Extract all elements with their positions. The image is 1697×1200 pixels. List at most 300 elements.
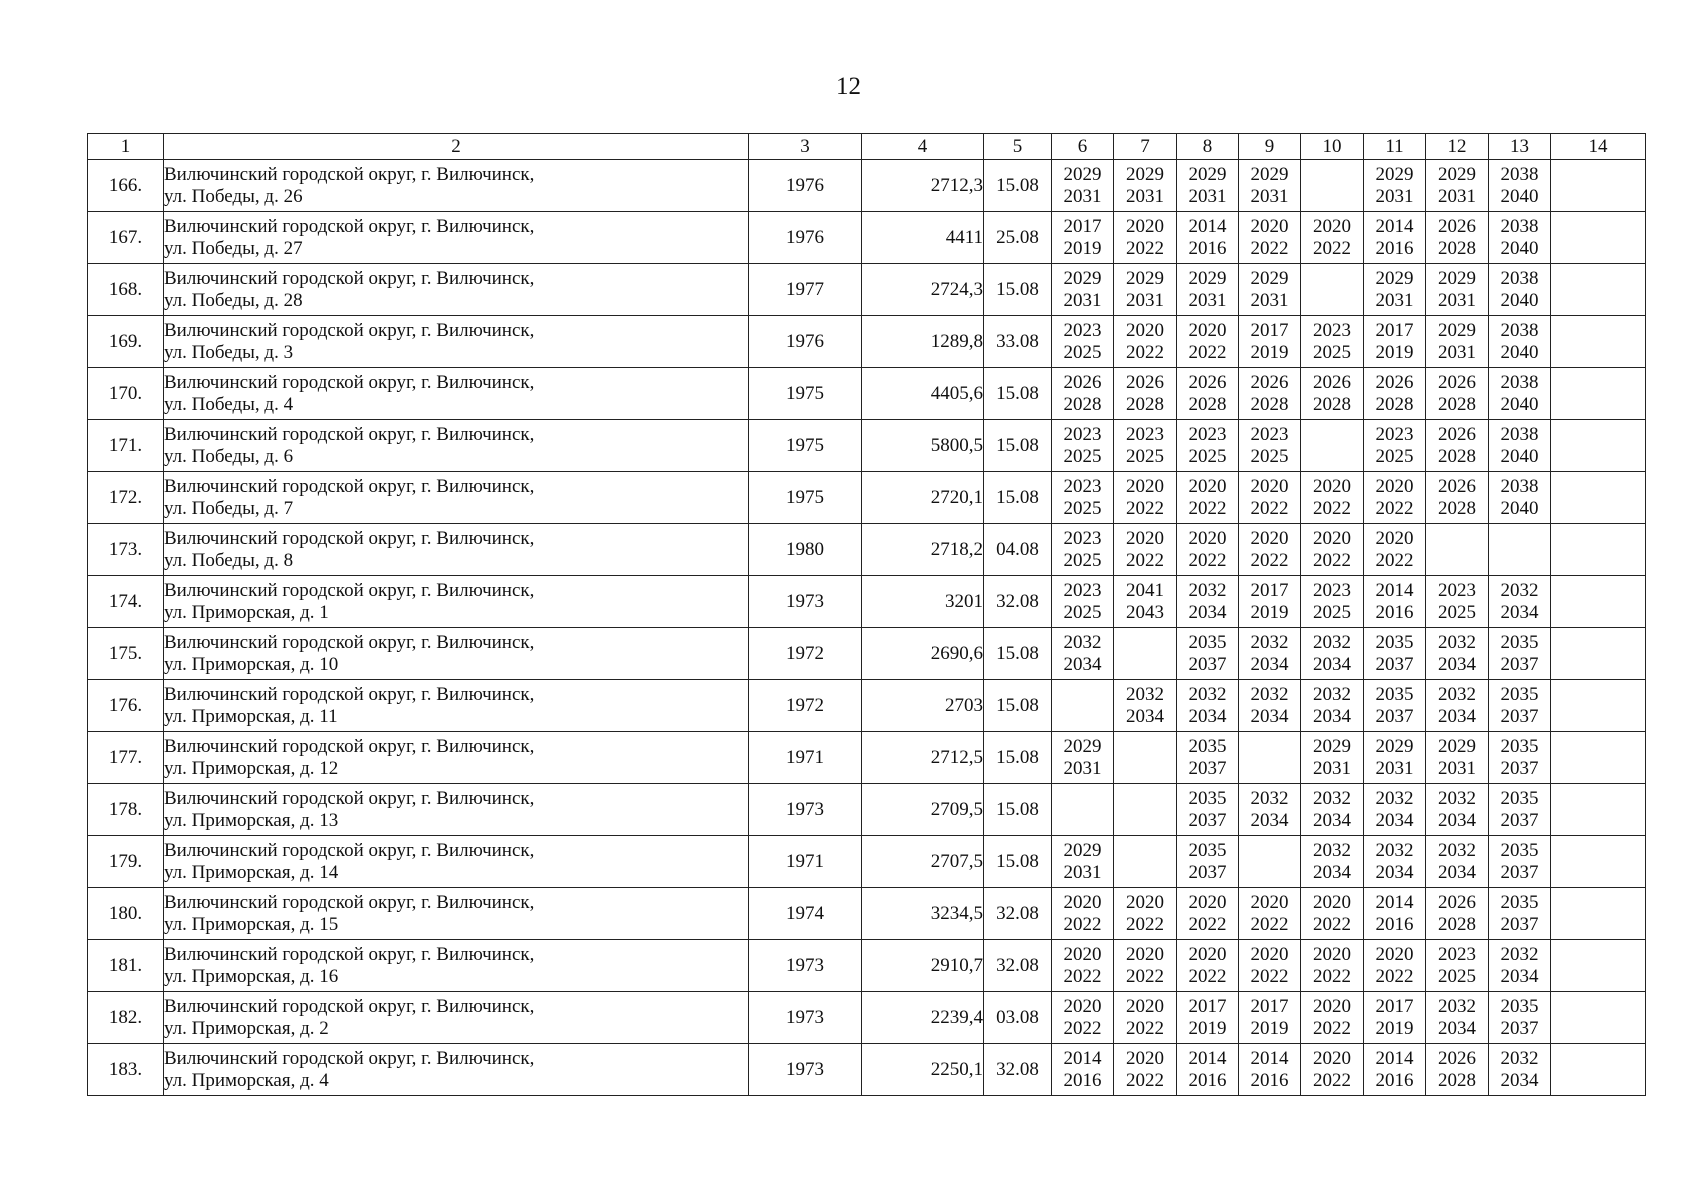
period-start: 2020 bbox=[1313, 943, 1351, 965]
row-number: 168. bbox=[88, 264, 164, 316]
wall-code: 15.08 bbox=[984, 628, 1052, 680]
period-start: 2017 bbox=[1250, 319, 1289, 341]
period-end: 2025 bbox=[1063, 445, 1102, 467]
period-cell-col-8 bbox=[1177, 1044, 1239, 1096]
address-line-1: Вилючинский городской округ, г. Вилючинск, bbox=[164, 735, 535, 757]
address-line-1: Вилючинский городской округ, г. Вилючинск, bbox=[164, 267, 535, 289]
period-end bbox=[1239, 862, 1300, 884]
period-cell-col-10 bbox=[1301, 940, 1364, 992]
period-start: 2020 bbox=[1126, 995, 1164, 1017]
period-cell-col-8 bbox=[1177, 732, 1239, 784]
period-end: 2028 bbox=[1438, 237, 1476, 259]
period-start: 2035 bbox=[1500, 631, 1539, 653]
wall-code: 15.08 bbox=[984, 420, 1052, 472]
period-start: 2032 bbox=[1438, 631, 1476, 653]
period-end: 2031 bbox=[1438, 341, 1476, 363]
period-end: 2016 bbox=[1063, 1069, 1102, 1091]
period-cell-col-7 bbox=[1114, 472, 1177, 524]
period-end: 2031 bbox=[1438, 757, 1476, 779]
area-value: 2250,1 bbox=[862, 1044, 984, 1096]
column-header-9: 9 bbox=[1239, 134, 1301, 160]
period-end: 2028 bbox=[1375, 393, 1414, 415]
period-cell-col-13 bbox=[1489, 888, 1551, 940]
area-value: 4411 bbox=[862, 212, 984, 264]
address-line-2: ул. Победы, д. 27 bbox=[164, 237, 303, 259]
period-cell-col-12 bbox=[1426, 888, 1489, 940]
period-start: 2014 bbox=[1188, 1047, 1227, 1069]
build-year: 1977 bbox=[749, 264, 862, 316]
address-cell bbox=[164, 420, 749, 472]
period-start: 2026 bbox=[1126, 371, 1164, 393]
period-cell-col-9 bbox=[1239, 264, 1301, 316]
period-cell-col-12 bbox=[1426, 784, 1489, 836]
period-end: 2040 bbox=[1500, 445, 1539, 467]
period-end bbox=[1301, 290, 1363, 312]
period-cell-col-6 bbox=[1052, 992, 1114, 1044]
period-start: 2020 bbox=[1063, 995, 1102, 1017]
period-cell-col-13 bbox=[1489, 836, 1551, 888]
period-end: 2031 bbox=[1126, 185, 1164, 207]
period-end: 2019 bbox=[1375, 1017, 1414, 1039]
period-end: 2022 bbox=[1250, 913, 1289, 935]
period-end bbox=[1551, 498, 1645, 520]
period-end: 2022 bbox=[1188, 549, 1227, 571]
period-start: 2023 bbox=[1063, 527, 1102, 549]
period-end: 2034 bbox=[1063, 653, 1102, 675]
period-cell-col-9 bbox=[1239, 784, 1301, 836]
build-year: 1973 bbox=[749, 992, 862, 1044]
period-cell-col-13 bbox=[1489, 576, 1551, 628]
period-end: 2037 bbox=[1500, 809, 1539, 831]
period-start: 2035 bbox=[1500, 683, 1539, 705]
period-end: 2022 bbox=[1126, 237, 1164, 259]
period-start: 2020 bbox=[1063, 943, 1102, 965]
period-start: 2032 bbox=[1250, 683, 1289, 705]
period-end: 2022 bbox=[1063, 913, 1102, 935]
period-cell-col-9 bbox=[1239, 888, 1301, 940]
period-end bbox=[1551, 342, 1645, 364]
period-cell-col-14 bbox=[1551, 576, 1646, 628]
row-number: 176. bbox=[88, 680, 164, 732]
period-end bbox=[1114, 758, 1176, 780]
table-row bbox=[88, 940, 1646, 992]
period-end: 2019 bbox=[1063, 237, 1102, 259]
period-cell-col-11 bbox=[1364, 472, 1426, 524]
period-end: 2031 bbox=[1063, 289, 1102, 311]
period-end: 2016 bbox=[1375, 601, 1414, 623]
period-start: 2032 bbox=[1438, 839, 1476, 861]
table-row bbox=[88, 368, 1646, 420]
row-number: 171. bbox=[88, 420, 164, 472]
address-line-2: ул. Победы, д. 8 bbox=[164, 549, 294, 571]
column-header-10: 10 bbox=[1301, 134, 1364, 160]
period-cell-col-14 bbox=[1551, 628, 1646, 680]
period-start: 2029 bbox=[1063, 267, 1102, 289]
wall-code: 15.08 bbox=[984, 264, 1052, 316]
period-cell-col-7 bbox=[1114, 160, 1177, 212]
period-start: 2032 bbox=[1500, 943, 1539, 965]
period-end: 2040 bbox=[1500, 497, 1539, 519]
column-header-2: 2 bbox=[164, 134, 749, 160]
period-start: 2032 bbox=[1250, 631, 1289, 653]
period-end: 2031 bbox=[1375, 289, 1414, 311]
period-cell-col-13 bbox=[1489, 160, 1551, 212]
period-end: 2022 bbox=[1126, 341, 1164, 363]
period-end bbox=[1551, 238, 1645, 260]
period-start bbox=[1551, 840, 1645, 862]
table-row bbox=[88, 576, 1646, 628]
period-start bbox=[1239, 840, 1300, 862]
period-cell-col-13 bbox=[1489, 264, 1551, 316]
wall-code: 33.08 bbox=[984, 316, 1052, 368]
period-end bbox=[1551, 654, 1645, 676]
period-end: 2022 bbox=[1313, 965, 1351, 987]
period-cell-col-8 bbox=[1177, 524, 1239, 576]
period-start: 2023 bbox=[1313, 579, 1351, 601]
period-cell-col-13 bbox=[1489, 680, 1551, 732]
period-start: 2041 bbox=[1126, 579, 1164, 601]
column-header-1: 1 bbox=[88, 134, 164, 160]
period-end: 2034 bbox=[1313, 809, 1351, 831]
period-end: 2028 bbox=[1438, 497, 1476, 519]
period-cell-col-7 bbox=[1114, 888, 1177, 940]
period-end: 2016 bbox=[1375, 913, 1414, 935]
wall-code: 32.08 bbox=[984, 940, 1052, 992]
period-cell-col-10 bbox=[1301, 264, 1364, 316]
period-start: 2032 bbox=[1438, 683, 1476, 705]
period-start: 2020 bbox=[1188, 891, 1227, 913]
wall-code: 03.08 bbox=[984, 992, 1052, 1044]
period-start: 2026 bbox=[1313, 371, 1351, 393]
period-start: 2020 bbox=[1313, 215, 1351, 237]
period-start: 2020 bbox=[1126, 1047, 1164, 1069]
period-start bbox=[1551, 216, 1645, 238]
period-end: 2034 bbox=[1438, 1017, 1476, 1039]
period-cell-col-6 bbox=[1052, 368, 1114, 420]
period-cell-col-7 bbox=[1114, 212, 1177, 264]
period-cell-col-9 bbox=[1239, 524, 1301, 576]
period-cell-col-12 bbox=[1426, 212, 1489, 264]
period-start: 2020 bbox=[1313, 995, 1351, 1017]
period-end: 2040 bbox=[1500, 185, 1539, 207]
period-end: 2037 bbox=[1500, 653, 1539, 675]
period-cell-col-9 bbox=[1239, 732, 1301, 784]
address-line-1: Вилючинский городской округ, г. Вилючинск, bbox=[164, 475, 535, 497]
period-cell-col-6 bbox=[1052, 836, 1114, 888]
period-start: 2032 bbox=[1500, 579, 1539, 601]
period-cell-col-11 bbox=[1364, 264, 1426, 316]
table-row bbox=[88, 628, 1646, 680]
address-cell bbox=[164, 992, 749, 1044]
wall-code: 32.08 bbox=[984, 576, 1052, 628]
period-start: 2026 bbox=[1438, 475, 1476, 497]
period-start: 2014 bbox=[1375, 891, 1414, 913]
period-cell-col-8 bbox=[1177, 212, 1239, 264]
build-year: 1973 bbox=[749, 1044, 862, 1096]
period-cell-col-10 bbox=[1301, 160, 1364, 212]
address-line-1: Вилючинский городской округ, г. Вилючинск, bbox=[164, 371, 535, 393]
period-cell-col-8 bbox=[1177, 576, 1239, 628]
period-start: 2014 bbox=[1250, 1047, 1289, 1069]
table-row bbox=[88, 1044, 1646, 1096]
address-line-2: ул. Приморская, д. 13 bbox=[164, 809, 339, 831]
table-body bbox=[88, 160, 1646, 1096]
period-end: 2025 bbox=[1313, 601, 1351, 623]
period-end: 2028 bbox=[1438, 445, 1476, 467]
period-cell-col-13 bbox=[1489, 472, 1551, 524]
period-cell-col-8 bbox=[1177, 160, 1239, 212]
period-end bbox=[1551, 186, 1645, 208]
period-start: 2020 bbox=[1313, 475, 1351, 497]
period-end: 2034 bbox=[1313, 705, 1351, 727]
address-line-2: ул. Приморская, д. 16 bbox=[164, 965, 339, 987]
period-start: 2014 bbox=[1188, 215, 1227, 237]
period-cell-col-10 bbox=[1301, 1044, 1364, 1096]
period-end: 2025 bbox=[1250, 445, 1289, 467]
area-value: 2709,5 bbox=[862, 784, 984, 836]
period-cell-col-11 bbox=[1364, 1044, 1426, 1096]
period-end: 2031 bbox=[1438, 185, 1476, 207]
row-number: 182. bbox=[88, 992, 164, 1044]
period-start: 2038 bbox=[1500, 163, 1539, 185]
period-end bbox=[1551, 758, 1645, 780]
period-start: 2020 bbox=[1126, 527, 1164, 549]
period-start: 2020 bbox=[1126, 319, 1164, 341]
period-start: 2035 bbox=[1375, 683, 1414, 705]
period-start: 2020 bbox=[1063, 891, 1102, 913]
period-end: 2037 bbox=[1375, 653, 1414, 675]
period-end: 2022 bbox=[1313, 913, 1351, 935]
period-end: 2034 bbox=[1438, 861, 1476, 883]
period-end: 2028 bbox=[1438, 913, 1476, 935]
wall-code: 04.08 bbox=[984, 524, 1052, 576]
build-year: 1975 bbox=[749, 368, 862, 420]
build-year: 1973 bbox=[749, 784, 862, 836]
period-cell-col-10 bbox=[1301, 628, 1364, 680]
period-end: 2022 bbox=[1126, 497, 1164, 519]
period-end: 2034 bbox=[1250, 809, 1289, 831]
period-start: 2032 bbox=[1313, 839, 1351, 861]
period-end: 2022 bbox=[1375, 497, 1414, 519]
area-value: 4405,6 bbox=[862, 368, 984, 420]
period-cell-col-12 bbox=[1426, 732, 1489, 784]
period-start: 2026 bbox=[1063, 371, 1102, 393]
period-start bbox=[1551, 528, 1645, 550]
period-end: 2016 bbox=[1375, 237, 1414, 259]
area-value: 2707,5 bbox=[862, 836, 984, 888]
period-start: 2032 bbox=[1500, 1047, 1539, 1069]
area-value: 3201 bbox=[862, 576, 984, 628]
column-header-14: 14 bbox=[1551, 134, 1646, 160]
period-start bbox=[1551, 736, 1645, 758]
period-end: 2028 bbox=[1438, 393, 1476, 415]
period-cell-col-7 bbox=[1114, 992, 1177, 1044]
period-cell-col-10 bbox=[1301, 576, 1364, 628]
period-cell-col-9 bbox=[1239, 472, 1301, 524]
period-start: 2014 bbox=[1375, 1047, 1414, 1069]
period-start: 2020 bbox=[1250, 475, 1289, 497]
address-cell bbox=[164, 368, 749, 420]
period-end: 2025 bbox=[1126, 445, 1164, 467]
period-end bbox=[1551, 290, 1645, 312]
period-cell-col-11 bbox=[1364, 368, 1426, 420]
period-cell-col-7 bbox=[1114, 680, 1177, 732]
period-start: 2020 bbox=[1375, 943, 1414, 965]
period-cell-col-10 bbox=[1301, 316, 1364, 368]
period-cell-col-9 bbox=[1239, 316, 1301, 368]
build-year: 1975 bbox=[749, 472, 862, 524]
period-start bbox=[1551, 996, 1645, 1018]
period-cell-col-11 bbox=[1364, 940, 1426, 992]
period-end: 2022 bbox=[1188, 913, 1227, 935]
period-cell-col-13 bbox=[1489, 992, 1551, 1044]
period-start bbox=[1551, 164, 1645, 186]
period-cell-col-8 bbox=[1177, 472, 1239, 524]
period-end bbox=[1551, 394, 1645, 416]
period-cell-col-14 bbox=[1551, 836, 1646, 888]
area-value: 3234,5 bbox=[862, 888, 984, 940]
period-cell-col-14 bbox=[1551, 992, 1646, 1044]
period-end: 2028 bbox=[1250, 393, 1289, 415]
period-cell-col-11 bbox=[1364, 316, 1426, 368]
period-cell-col-11 bbox=[1364, 212, 1426, 264]
period-end: 2022 bbox=[1375, 965, 1414, 987]
period-start: 2035 bbox=[1188, 787, 1227, 809]
table-row bbox=[88, 732, 1646, 784]
period-start: 2023 bbox=[1188, 423, 1227, 445]
period-start: 2026 bbox=[1438, 215, 1476, 237]
period-start bbox=[1551, 580, 1645, 602]
period-end: 2025 bbox=[1375, 445, 1414, 467]
period-start: 2029 bbox=[1063, 735, 1102, 757]
period-start: 2032 bbox=[1313, 683, 1351, 705]
period-cell-col-14 bbox=[1551, 368, 1646, 420]
period-start: 2020 bbox=[1313, 891, 1351, 913]
period-cell-col-9 bbox=[1239, 992, 1301, 1044]
period-start: 2032 bbox=[1126, 683, 1164, 705]
period-start: 2023 bbox=[1063, 319, 1102, 341]
period-end: 2022 bbox=[1126, 1017, 1164, 1039]
period-start: 2029 bbox=[1188, 267, 1227, 289]
period-end: 2031 bbox=[1188, 185, 1227, 207]
period-cell-col-6 bbox=[1052, 316, 1114, 368]
page-number: 12 bbox=[836, 73, 861, 100]
period-start: 2020 bbox=[1375, 475, 1414, 497]
period-start: 2026 bbox=[1250, 371, 1289, 393]
period-start: 2023 bbox=[1438, 943, 1476, 965]
address-line-1: Вилючинский городской округ, г. Вилючинск, bbox=[164, 631, 535, 653]
row-number: 179. bbox=[88, 836, 164, 888]
period-cell-col-7 bbox=[1114, 316, 1177, 368]
area-value: 2239,4 bbox=[862, 992, 984, 1044]
period-start bbox=[1301, 424, 1363, 446]
period-start: 2017 bbox=[1250, 579, 1289, 601]
period-cell-col-9 bbox=[1239, 212, 1301, 264]
period-cell-col-7 bbox=[1114, 576, 1177, 628]
period-end bbox=[1551, 602, 1645, 624]
build-year: 1972 bbox=[749, 680, 862, 732]
table-row bbox=[88, 264, 1646, 316]
column-header-8: 8 bbox=[1177, 134, 1239, 160]
area-value: 2712,3 bbox=[862, 160, 984, 212]
wall-code: 15.08 bbox=[984, 784, 1052, 836]
address-cell bbox=[164, 1044, 749, 1096]
period-start: 2017 bbox=[1375, 995, 1414, 1017]
address-cell bbox=[164, 836, 749, 888]
period-start: 2035 bbox=[1500, 735, 1539, 757]
period-cell-col-11 bbox=[1364, 160, 1426, 212]
period-start: 2020 bbox=[1250, 943, 1289, 965]
period-end: 2040 bbox=[1500, 237, 1539, 259]
period-cell-col-6 bbox=[1052, 680, 1114, 732]
address-line-1: Вилючинский городской округ, г. Вилючинск, bbox=[164, 319, 535, 341]
period-end: 2025 bbox=[1188, 445, 1227, 467]
period-end: 2022 bbox=[1313, 549, 1351, 571]
period-start: 2029 bbox=[1438, 735, 1476, 757]
area-value: 5800,5 bbox=[862, 420, 984, 472]
period-cell-col-6 bbox=[1052, 1044, 1114, 1096]
build-year: 1973 bbox=[749, 940, 862, 992]
period-start: 2029 bbox=[1063, 839, 1102, 861]
address-line-1: Вилючинский городской округ, г. Вилючинск, bbox=[164, 163, 535, 185]
period-start bbox=[1551, 1048, 1645, 1070]
period-end bbox=[1551, 446, 1645, 468]
wall-code: 15.08 bbox=[984, 472, 1052, 524]
period-end: 2022 bbox=[1313, 237, 1351, 259]
period-cell-col-12 bbox=[1426, 368, 1489, 420]
period-cell-col-9 bbox=[1239, 368, 1301, 420]
period-cell-col-11 bbox=[1364, 836, 1426, 888]
period-cell-col-6 bbox=[1052, 264, 1114, 316]
period-start: 2029 bbox=[1126, 267, 1164, 289]
period-cell-col-7 bbox=[1114, 732, 1177, 784]
period-end: 2037 bbox=[1375, 705, 1414, 727]
period-end bbox=[1551, 550, 1645, 572]
period-start bbox=[1551, 892, 1645, 914]
period-end: 2031 bbox=[1313, 757, 1351, 779]
period-end: 2031 bbox=[1063, 757, 1102, 779]
wall-code: 15.08 bbox=[984, 836, 1052, 888]
period-start: 2020 bbox=[1188, 319, 1227, 341]
period-start: 2020 bbox=[1313, 1047, 1351, 1069]
period-cell-col-11 bbox=[1364, 420, 1426, 472]
period-start: 2023 bbox=[1063, 423, 1102, 445]
period-end: 2016 bbox=[1250, 1069, 1289, 1091]
address-line-2: ул. Приморская, д. 10 bbox=[164, 653, 339, 675]
period-cell-col-8 bbox=[1177, 888, 1239, 940]
row-number: 172. bbox=[88, 472, 164, 524]
period-cell-col-11 bbox=[1364, 888, 1426, 940]
period-cell-col-13 bbox=[1489, 784, 1551, 836]
period-cell-col-10 bbox=[1301, 212, 1364, 264]
period-start: 2038 bbox=[1500, 475, 1539, 497]
period-start: 2020 bbox=[1250, 215, 1289, 237]
period-cell-col-14 bbox=[1551, 940, 1646, 992]
period-cell-col-14 bbox=[1551, 212, 1646, 264]
period-end: 2022 bbox=[1375, 549, 1414, 571]
period-end: 2040 bbox=[1500, 393, 1539, 415]
period-start: 2029 bbox=[1375, 267, 1414, 289]
period-cell-col-12 bbox=[1426, 940, 1489, 992]
address-line-2: ул. Приморская, д. 11 bbox=[164, 705, 338, 727]
address-cell bbox=[164, 316, 749, 368]
period-cell-col-8 bbox=[1177, 420, 1239, 472]
period-cell-col-11 bbox=[1364, 784, 1426, 836]
period-start: 2020 bbox=[1313, 527, 1351, 549]
period-cell-col-8 bbox=[1177, 628, 1239, 680]
column-header-3: 3 bbox=[749, 134, 862, 160]
column-header-11: 11 bbox=[1364, 134, 1426, 160]
